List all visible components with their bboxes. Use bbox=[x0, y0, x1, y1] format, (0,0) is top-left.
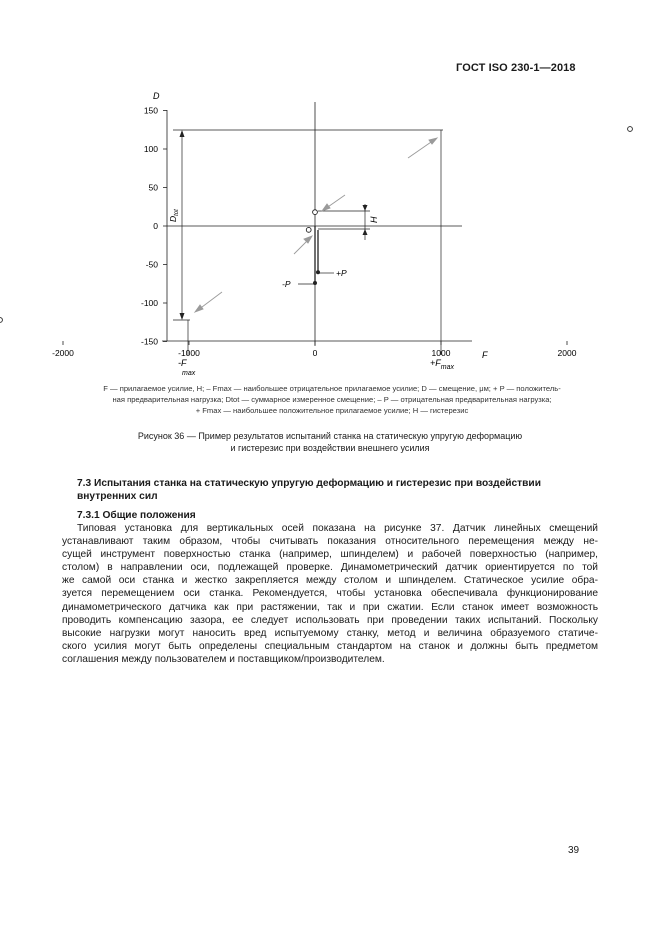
y-tick-label: 0 bbox=[153, 221, 158, 231]
x-tick-label: -1000 bbox=[178, 348, 200, 358]
standard-header: ГОСТ ISO 230-1—2018 bbox=[456, 62, 576, 74]
figure-legend bbox=[62, 383, 602, 416]
paragraph-line: же самой оси станка и жестко закрепляется между столом и шпинделем. Статическое усилие обра- bbox=[62, 575, 598, 587]
data-point bbox=[0, 318, 2, 323]
paragraph-line: ского усилия могут быть определены специальным стандартом на станок и должны быть предметом bbox=[62, 640, 598, 652]
plus-p-label: +P bbox=[336, 268, 347, 278]
caption-line: и гистерезис при воздействии внешнего усилия bbox=[230, 443, 430, 453]
direction-arrows bbox=[195, 138, 437, 312]
data-point bbox=[628, 127, 633, 132]
figure-caption bbox=[60, 430, 600, 454]
paragraph-line: высокие нагрузки могут наносить вред испытуемому станку, метод и величина образуемого статиче- bbox=[62, 627, 598, 639]
y-tick-label: 50 bbox=[148, 182, 158, 193]
pos-fmax-label: $+F_{max}$ bbox=[430, 358, 454, 371]
h-arrow-bottom bbox=[363, 229, 368, 235]
caption-line: Рисунок 36 — Пример результатов испытаний станка на статическую упругую деформацию bbox=[137, 431, 523, 441]
section-heading-line: 7.3 Испытания станка на статическую упругую деформацию и гистерезис при воздействии bbox=[77, 478, 541, 489]
legend-line: ная предварительная нагрузка; Dtot — суммарное измеренное смещение; – P — отрицательная предварительная нагрузка; bbox=[112, 395, 552, 404]
minus-p-label: -P bbox=[282, 279, 291, 289]
paragraph-line: зуется перемещением оси станка. Рекомендуется, чтобы установка обеспечивала функционирование bbox=[62, 588, 598, 600]
direction-arrow-head bbox=[195, 305, 203, 312]
hysteresis-chart bbox=[0, 0, 661, 380]
axis-ticks bbox=[0, 106, 661, 359]
page-number: 39 bbox=[568, 845, 580, 856]
y-tick-label: -50 bbox=[145, 259, 158, 270]
neg-fmax-label: -F max bbox=[178, 358, 196, 377]
paragraph-line: столом) в направлении оси, подлежащей проверке. Динамометрический датчик ориентируется по той bbox=[62, 562, 598, 574]
y-axis-title: D bbox=[153, 91, 160, 101]
paragraph-line: Типовая установка для вертикальных осей показана на рисунке 37. Датчик линейных смещений bbox=[77, 523, 598, 534]
paragraph-line: соглашения между пользователем и поставщиком/производителем. bbox=[62, 653, 385, 665]
dtot-label: $D_{tot}$ bbox=[168, 209, 180, 222]
data-point bbox=[313, 210, 318, 215]
subsection-heading: 7.3.1 Общие положения bbox=[77, 510, 196, 521]
dtot-arrow-up bbox=[180, 130, 185, 137]
y-tick-label: 100 bbox=[143, 144, 158, 154]
paragraph-line: проводить компенсацию зазора, ее следует использовать при проведении таких испытаний. Поскольку bbox=[62, 614, 598, 626]
preload-point bbox=[313, 281, 317, 285]
y-tick-label: 150 bbox=[143, 105, 158, 116]
legend-line: F — прилагаемое усилие, Н; – Fmax — наибольшее отрицательное прилагаемое усилие; D — смещение, μм; + P — положитель- bbox=[103, 384, 561, 393]
preload-point bbox=[316, 270, 320, 274]
data-point bbox=[306, 227, 311, 232]
body-paragraph bbox=[62, 522, 598, 666]
x-tick-label: 1000 bbox=[431, 348, 451, 358]
section-heading bbox=[77, 477, 597, 503]
legend-line: + Fmax — наибольшее положительное прилагаемое усилие; H — гистерезис bbox=[195, 406, 469, 415]
paragraph-line: сущей инструмент поверхностью станка (например, шпинделем) и рабочей поверхностью (например, bbox=[62, 549, 598, 561]
x-axis-title: F bbox=[482, 350, 488, 360]
section-heading-line: внутренних сил bbox=[77, 491, 158, 502]
direction-arrow-head bbox=[322, 204, 330, 211]
dtot-arrow-down bbox=[180, 313, 185, 320]
paragraph-line: динамометрического датчика как при растяжении, так и при сжатии. Если станок имеет возможность bbox=[62, 601, 598, 613]
paragraph-line: устанавливают таким образом, чтобы считывать показания относительного перемещения между не- bbox=[62, 536, 598, 548]
direction-arrow bbox=[408, 140, 434, 158]
data-points bbox=[0, 127, 632, 323]
h-label: H bbox=[369, 216, 379, 223]
h-arrow-top bbox=[363, 205, 368, 211]
x-tick-label: 2000 bbox=[557, 348, 577, 358]
x-tick-label: -2000 bbox=[52, 348, 74, 358]
y-tick-label: -150 bbox=[140, 336, 158, 347]
direction-arrow-head bbox=[304, 236, 312, 243]
x-tick-label: 0 bbox=[312, 348, 318, 358]
y-tick-label: -100 bbox=[140, 298, 158, 308]
